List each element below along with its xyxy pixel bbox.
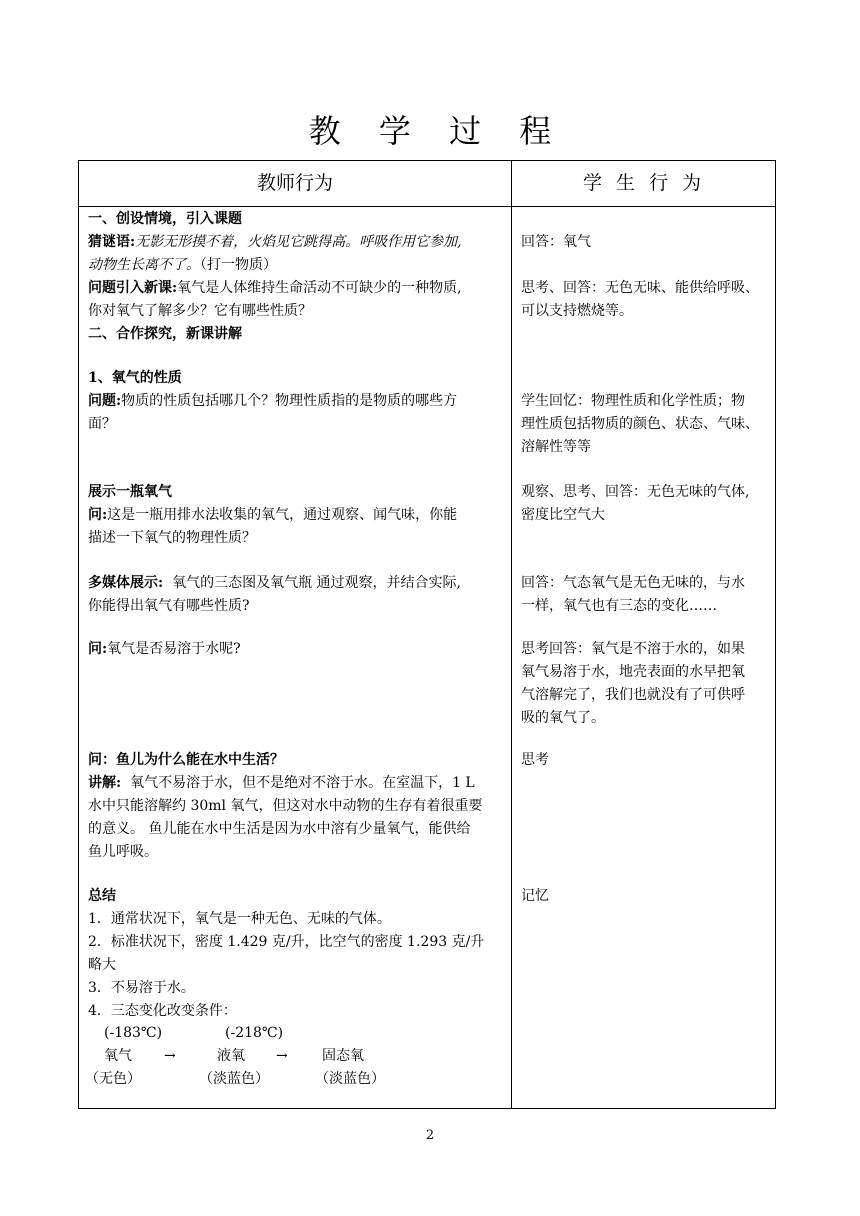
student-answer: 氧气易溶于水，地壳表面的水早把氧 [521,664,745,680]
intro-line: 你对氧气了解多少？它有哪些性质？ [88,303,312,319]
student-answer: 思考、回答：无色无味、能供给呼吸、 [521,280,759,296]
student-answer: 理性质包括物质的颜色、状态、气味、 [521,416,759,432]
student-answer: 可以支持燃烧等。 [521,303,633,319]
explain-line: 讲解: 氧气不易溶于水，但不是绝对不溶于水。在室温下，1 L [88,775,475,791]
summary-item: 4．三态变化改变条件： [88,1003,237,1019]
question-line: 描述一下氧气的物理性质？ [88,530,256,546]
temperature-label: (-218℃) [225,1025,284,1041]
color-label: （无色） [85,1071,141,1087]
subsection-heading: 1、氧气的性质 [88,370,182,386]
intro-line: 问题引入新课:氧气是人体维持生命活动不可缺少的一种物质, [88,280,462,296]
header-divider [79,206,775,207]
column-divider [511,161,512,1108]
student-answer: 回答：气态氧气是无色无味的，与水 [521,575,745,591]
explain-line: 鱼儿呼吸。 [88,844,158,860]
student-answer: 观察、思考、回答：无色无味的气体, [521,484,750,500]
summary-item: 1．通常状况下，氧气是一种无色、无味的气体。 [88,911,391,927]
student-answer: 记忆 [521,888,549,904]
state-label: 固态氧 [322,1048,364,1064]
student-answer: 回答：氧气 [521,234,591,250]
student-answer: 溶解性等等 [521,439,591,455]
state-label: 液氧 [217,1048,245,1064]
question-line: 问题:物质的性质包括哪几个？物理性质指的是物质的哪些方 [88,393,458,409]
student-column-header: 学 生 行 为 [582,172,706,194]
color-label: （淡蓝色） [315,1071,385,1087]
riddle-line: 动物生长离不了。（打一物质） [88,257,277,273]
student-answer: 一样，氧气也有三态的变化…… [521,598,717,614]
question-line: 面？ [88,416,116,432]
lesson-table [78,160,776,1109]
arrow-icon: → [276,1048,288,1064]
student-answer: 气溶解完了，我们也就没有了可供呼 [521,687,745,703]
section2-heading: 二、合作探究，新课讲解 [88,326,242,342]
page-number: 2 [425,1128,435,1143]
student-answer: 吸的氧气了。 [521,710,605,726]
student-answer: 思考 [521,752,549,768]
state-label: 氧气 [104,1048,132,1064]
media-line: 多媒体展示: 氧气的三态图及氧气瓶 通过观察，并结合实际, [88,575,461,591]
summary-item: 2．标准状况下，密度 1.429 克/升，比空气的密度 1.293 克/升 [88,934,485,950]
explain-line: 水中只能溶解约 30ml 氧气，但这对水中动物的生存有着很重要 [88,798,483,814]
student-answer: 思考回答：氧气是不溶于水的，如果 [521,641,745,657]
question-line: 问:氧气是否易溶于水呢? [88,641,241,657]
page-title: 教 学 过 程 [308,112,566,150]
show-heading: 展示一瓶氧气 [88,484,172,500]
section1-heading: 一、创设情境，引入课题 [88,211,242,227]
media-line: 你能得出氧气有哪些性质? [88,598,250,614]
student-answer: 学生回忆：物理性质和化学性质；物 [521,393,745,409]
student-answer: 密度比空气大 [521,507,605,523]
riddle-line: 猜谜语:无影无形摸不着，火焰见它跳得高。呼吸作用它参加, [88,234,462,250]
color-label: （淡蓝色） [199,1071,269,1087]
summary-item: 3．不易溶于水。 [88,980,195,996]
question-line: 问:这是一瓶用排水法收集的氧气，通过观察、闻气味，你能 [88,507,458,523]
summary-heading: 总结 [88,888,116,904]
question-line: 问：鱼儿为什么能在水中生活？ [88,752,284,768]
temperature-label: (-183℃) [104,1025,163,1041]
explain-line: 的意义。 鱼儿能在水中生活是因为水中溶有少量氧气，能供给 [88,821,471,837]
arrow-icon: → [164,1048,176,1064]
teacher-column-header: 教师行为 [256,172,333,194]
summary-item: 略大 [88,957,116,973]
